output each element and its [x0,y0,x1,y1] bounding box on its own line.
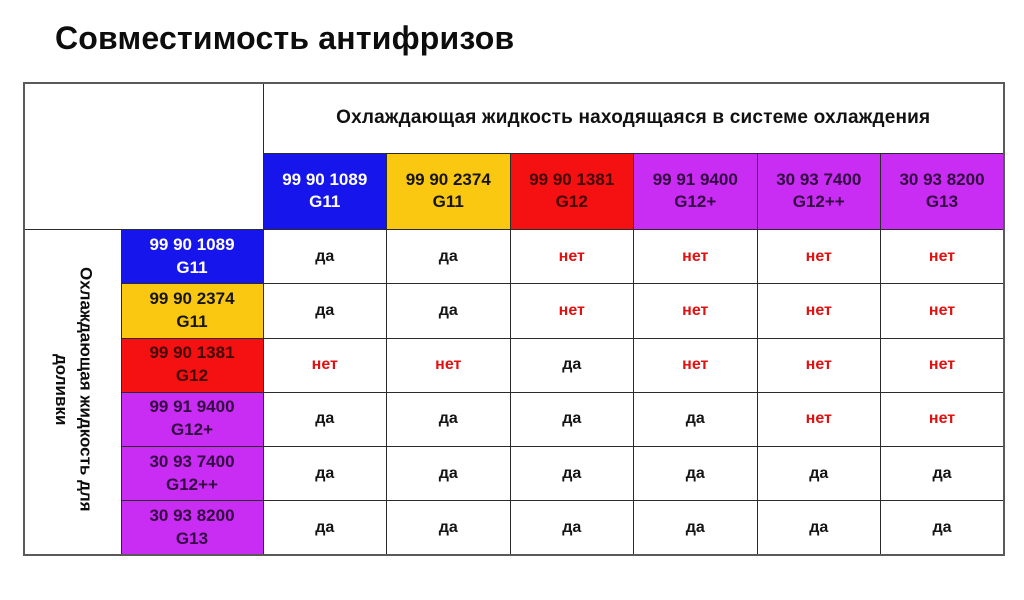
product-code: 30 93 7400 [149,451,235,471]
product-grade: G13 [925,192,959,212]
table-row [24,338,1004,392]
compatibility-table [23,82,1005,556]
corner-cell [24,83,263,230]
row-header-6 [121,501,263,555]
product-grade: G11 [432,192,464,212]
product-grade: G11 [176,257,208,277]
compat-cell-r6-c5: да [757,501,881,555]
compat-cell-r4-c6: нет [881,392,1005,446]
compat-cell-r2-c4: нет [634,284,758,338]
compat-cell-r2-c2: да [387,284,511,338]
column-header-1 [263,153,387,229]
product-code: 99 90 1381 [149,343,235,363]
row-header-4 [121,392,263,446]
product-code: 99 90 1381 [529,169,615,189]
compat-cell-r3-c4: нет [634,338,758,392]
compat-cell-r5-c6: да [881,446,1005,500]
row-header-5 [121,446,263,500]
column-header-2 [387,153,511,229]
table-row [24,392,1004,446]
product-code: 99 90 2374 [149,289,235,308]
product-code: 30 93 8200 [149,505,235,525]
column-header-5 [757,153,881,229]
compat-cell-r4-c5: нет [757,392,881,446]
column-header-3 [510,153,634,229]
product-code: 99 90 1089 [282,169,368,189]
table-row [24,284,1004,338]
column-header-4 [634,153,758,229]
compat-cell-r3-c2: нет [387,338,511,392]
compat-cell-r6-c1: да [263,501,387,555]
compat-cell-r5-c4: да [634,446,758,500]
product-grade: G12+ [170,420,214,440]
compat-cell-r4-c1: да [263,392,387,446]
compat-cell-r3-c3: да [510,338,634,392]
compat-cell-r6-c6: да [881,501,1005,555]
row-header-3 [121,338,263,392]
product-code: 99 90 1089 [149,234,235,254]
compat-cell-r3-c5: нет [757,338,881,392]
row-header-1 [121,230,263,284]
compat-cell-r6-c4: да [634,501,758,555]
table-row [24,446,1004,500]
compat-cell-r1-c2: да [387,230,511,284]
product-grade: G12++ [792,192,845,212]
product-code: 30 93 8200 [899,169,985,189]
compat-cell-r5-c3: да [510,446,634,500]
table-row [24,501,1004,555]
compat-cell-r4-c3: да [510,392,634,446]
row-group-header-line1: Охлаждающая жидкость для [76,267,96,512]
product-grade: G12+ [674,192,717,212]
compat-cell-r2-c1: да [263,284,387,338]
compat-cell-r6-c2: да [387,501,511,555]
row-group-header-text [48,267,97,512]
compat-cell-r4-c4: да [634,392,758,446]
product-grade: G12 [175,366,209,386]
column-group-header: Охлаждающая жидкость находящаяся в системе охлаждения [263,83,1004,153]
product-grade: G13 [175,528,209,548]
page-title: Совместимость антифризов [55,20,515,56]
column-header-6 [881,153,1005,229]
product-code: 99 90 2374 [405,169,491,189]
row-header-2 [121,284,263,338]
product-code: 30 93 7400 [776,169,862,189]
compat-cell-r5-c5: да [757,446,881,500]
row-group-header-line2: доливки [51,353,71,426]
product-grade: G12++ [166,474,218,494]
compat-cell-r4-c2: да [387,392,511,446]
product-grade: G11 [176,311,208,331]
product-code: 99 91 9400 [652,169,738,189]
compat-cell-r2-c6: нет [881,284,1005,338]
compat-cell-r1-c1: да [263,230,387,284]
product-grade: G11 [309,192,341,212]
compat-cell-r6-c3: да [510,501,634,555]
table-row [24,230,1004,284]
compat-cell-r5-c2: да [387,446,511,500]
compat-cell-r1-c4: нет [634,230,758,284]
row-group-header [24,230,121,555]
product-code: 99 91 9400 [149,397,235,417]
compat-cell-r3-c1: нет [263,338,387,392]
compat-cell-r1-c6: нет [881,230,1005,284]
compat-cell-r3-c6: нет [881,338,1005,392]
compat-cell-r5-c1: да [263,446,387,500]
compat-cell-r1-c3: нет [510,230,634,284]
compat-cell-r2-c5: нет [757,284,881,338]
compat-cell-r1-c5: нет [757,230,881,284]
compat-cell-r2-c3: нет [510,284,634,338]
product-grade: G12 [555,192,588,212]
